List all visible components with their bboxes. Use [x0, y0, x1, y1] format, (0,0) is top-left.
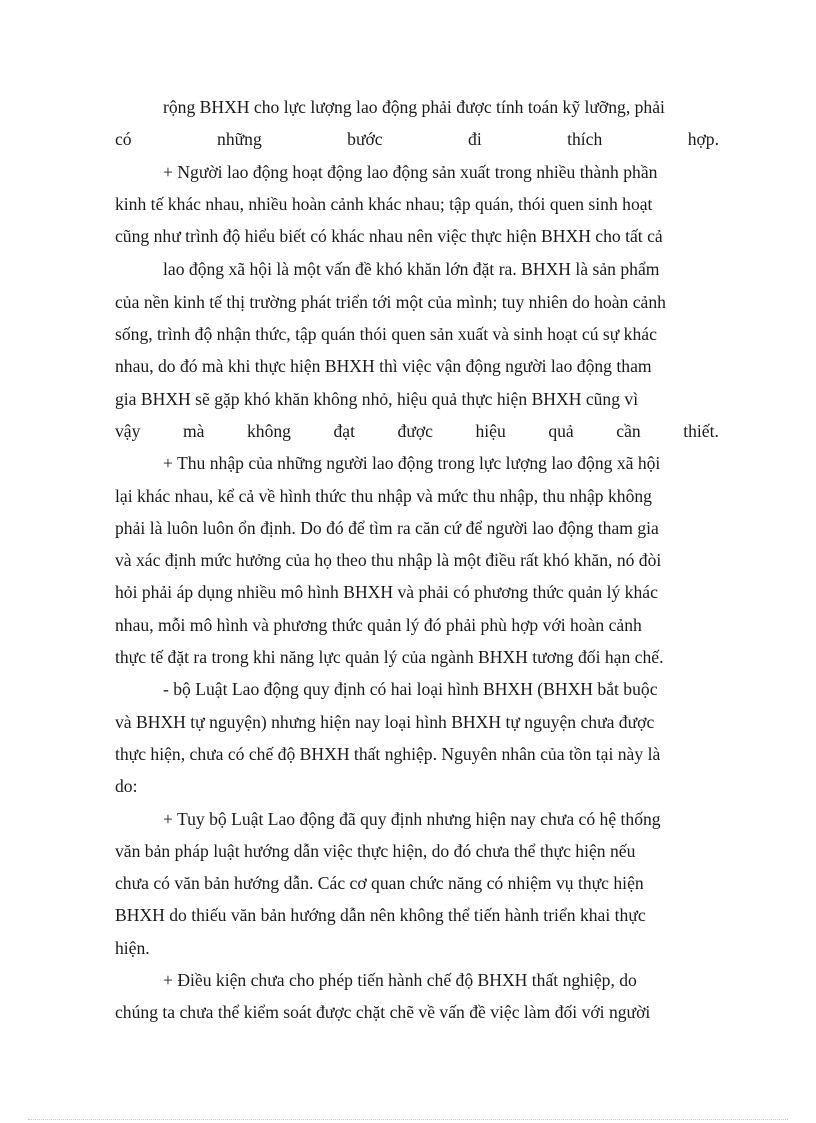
paragraph-start: + Tuy bộ Luật Lao động đã quy định nhưng hiện nay chưa có hệ thống	[163, 808, 661, 829]
word: bước	[347, 129, 383, 150]
text-line: do:	[115, 776, 138, 797]
word: thiết.	[683, 420, 719, 441]
text-line: và xác định mức hưởng của họ theo thu nhập là một điều rất khó khăn, nó đòi	[115, 550, 662, 571]
text-line: nhau, do đó mà khi thực hiện BHXH thì việc vận động người lao động tham	[115, 356, 652, 377]
word: hiệu	[475, 420, 506, 441]
text-line: sống, trình độ nhận thức, tập quán thói quen sản xuất và sinh hoạt cú sự khác	[115, 324, 657, 345]
paragraph-start: + Điều kiện chưa cho phép tiến hành chế độ BHXH thất nghiệp, do	[163, 970, 637, 991]
text-line-spread	[115, 415, 719, 447]
word: thích	[567, 129, 603, 150]
word: quả	[548, 420, 574, 441]
word: hợp.	[687, 129, 719, 150]
page-bottom-divider	[28, 1119, 788, 1120]
text-line: thực hiện, chưa có chế độ BHXH thất nghiệp. Nguyên nhân của tồn tại này là	[115, 743, 661, 764]
text-line: phải là luôn luôn ổn định. Do đó để tìm ra căn cứ để người lao động tham gia	[115, 517, 659, 538]
text-line: lao động xã hội là một vấn đề khó khăn lớn đặt ra. BHXH là sản phẩm	[163, 259, 660, 280]
text-line: và BHXH tự nguyện) nhưng hiện nay loại hình BHXH tự nguyện chưa được	[115, 711, 655, 732]
text-line: nhau, mỗi mô hình và phương thức quản lý đó phải phù hợp với hoàn cảnh	[115, 614, 642, 635]
text-line: kinh tế khác nhau, nhiều hoàn cảnh khác nhau; tập quán, thói quen sinh hoạt	[115, 193, 653, 214]
word: những	[217, 129, 262, 150]
text-line: thực tế đặt ra trong khi năng lực quản lý của ngành BHXH tương đối hạn chế.	[115, 647, 664, 668]
word: vậy	[115, 420, 141, 441]
text-line: cũng như trình độ hiểu biết có khác nhau nên việc thực hiện BHXH cho tất cả	[115, 226, 663, 247]
paragraph-start: + Người lao động hoạt động lao động sản xuất trong nhiều thành phần	[163, 161, 658, 182]
text-line: hỏi phải áp dụng nhiều mô hình BHXH và phải có phương thức quản lý khác	[115, 582, 658, 603]
paragraph-start: - bộ Luật Lao động quy định có hai loại hình BHXH (BHXH bắt buộc	[163, 679, 658, 700]
text-line: lại khác nhau, kể cả về hình thức thu nhập và mức thu nhập, thu nhập không	[115, 485, 652, 506]
word: cần	[616, 420, 641, 441]
word: đạt	[333, 420, 355, 441]
text-line: gia BHXH sẽ gặp khó khăn không nhỏ, hiệu quả thực hiện BHXH cũng vì	[115, 388, 639, 409]
text-line: chưa có văn bản hướng dẫn. Các cơ quan chức năng có nhiệm vụ thực hiện	[115, 873, 644, 894]
text-line-spread	[115, 123, 719, 155]
text-line: chúng ta chưa thể kiểm soát được chặt chẽ về vấn đề việc làm đối với người	[115, 1002, 651, 1023]
word: có	[115, 129, 132, 150]
word: không	[246, 420, 291, 441]
word: được	[397, 420, 433, 441]
text-line: văn bản pháp luật hướng dẫn việc thực hiện, do đó chưa thể thực hiện nếu	[115, 840, 636, 861]
text-line: BHXH do thiếu văn bản hướng dẫn nên không thể tiến hành triển khai thực	[115, 905, 646, 926]
document-page	[115, 91, 719, 1029]
word: mà	[182, 420, 205, 441]
text-line: của nền kinh tế thị trường phát triển tới một của mình; tuy nhiên do hoàn cảnh	[115, 291, 666, 312]
text-line: rộng BHXH cho lực lượng lao động phải được tính toán kỹ lưỡng, phải	[163, 97, 665, 117]
word: đi	[468, 129, 482, 150]
paragraph-start: + Thu nhập của những người lao động trong lực lượng lao động xã hội	[163, 453, 661, 474]
text-line: hiện.	[115, 937, 150, 958]
